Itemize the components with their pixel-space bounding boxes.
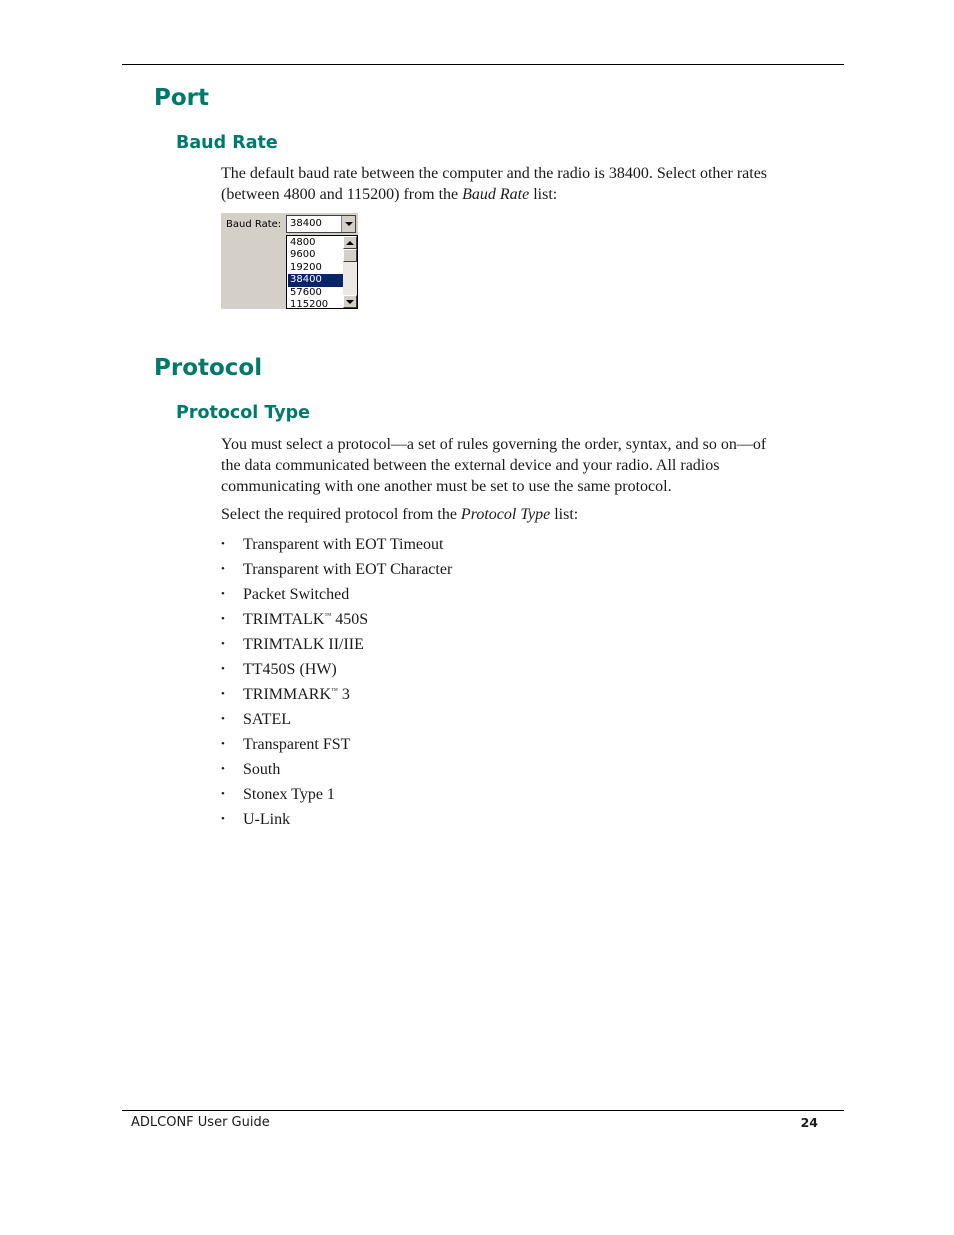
scroll-down-button[interactable] xyxy=(343,295,357,308)
baud-rate-option-4800[interactable]: 4800 xyxy=(290,237,316,248)
list-item: • Transparent with EOT Timeout xyxy=(221,536,444,553)
page-number: 24 xyxy=(800,1115,818,1130)
section-title-protocol: Protocol xyxy=(154,355,263,381)
list-item: • SATEL xyxy=(221,711,291,728)
section-title-port: Port xyxy=(154,85,209,111)
baud-rate-option-115200[interactable]: 115200 xyxy=(290,298,329,310)
header-rule xyxy=(122,64,844,65)
list-item: • South xyxy=(221,761,281,778)
scroll-thumb[interactable] xyxy=(343,249,357,262)
baud-rate-option-57600[interactable]: 57600 xyxy=(290,286,322,298)
list-item: • TRIMTALK™ 450S xyxy=(221,611,369,628)
protocol-list xyxy=(221,534,452,834)
baud-rate-selected-value: 38400 xyxy=(290,218,322,229)
baud-rate-paragraph: The default baud rate between the computer and the radio is 38400. Select other rates (between 4800 and 115200) from the Baud Rate list: xyxy=(221,165,768,203)
baud-rate-option-9600[interactable]: 9600 xyxy=(290,249,316,261)
protocol-intro-paragraph: You must select a protocol—a set of rules governing the order, syntax, and so on—of the data communicated between the external device and your radio. All radios communicating with one another must be set to use the same protocol. xyxy=(221,436,767,495)
arrow-down-icon xyxy=(346,300,354,304)
subsection-title-protocol-type: Protocol Type xyxy=(176,403,311,423)
baud-rate-list-name: Baud Rate xyxy=(462,186,530,203)
list-item: • Transparent FST xyxy=(221,736,351,753)
list-item: • Transparent with EOT Character xyxy=(221,561,453,578)
footer-doc-title: ADLCONF User Guide xyxy=(131,1115,270,1130)
baud-rate-label: Baud Rate: xyxy=(226,219,282,230)
baud-rate-option-19200[interactable]: 19200 xyxy=(290,261,322,273)
baud-rate-combobox[interactable] xyxy=(286,215,356,233)
footer-rule xyxy=(122,1110,844,1111)
protocol-select-paragraph: Select the required protocol from the Protocol Type list: xyxy=(221,506,579,523)
trademark-symbol: ™ xyxy=(331,686,338,695)
list-item: • Stonex Type 1 xyxy=(221,786,335,803)
scroll-up-button[interactable] xyxy=(343,236,357,249)
dropdown-button[interactable] xyxy=(341,216,355,232)
baud-rate-listbox[interactable] xyxy=(286,235,358,309)
baud-rate-widget xyxy=(221,213,358,309)
trademark-symbol: ™ xyxy=(324,611,332,620)
baud-rate-option-38400[interactable]: 38400 xyxy=(288,274,344,286)
list-item: • TRIMMARK™ 3 xyxy=(221,686,350,703)
list-item: • Packet Switched xyxy=(221,586,350,603)
chevron-down-icon xyxy=(345,222,353,226)
arrow-up-icon xyxy=(346,241,354,245)
subsection-title-baud-rate: Baud Rate xyxy=(176,133,278,153)
list-item: • TRIMTALK II/IIE xyxy=(221,636,364,653)
listbox-scrollbar[interactable] xyxy=(343,236,357,308)
list-item: • TT450S (HW) xyxy=(221,661,337,678)
list-item: • U-Link xyxy=(221,811,291,828)
protocol-type-list-name: Protocol Type xyxy=(460,506,551,523)
